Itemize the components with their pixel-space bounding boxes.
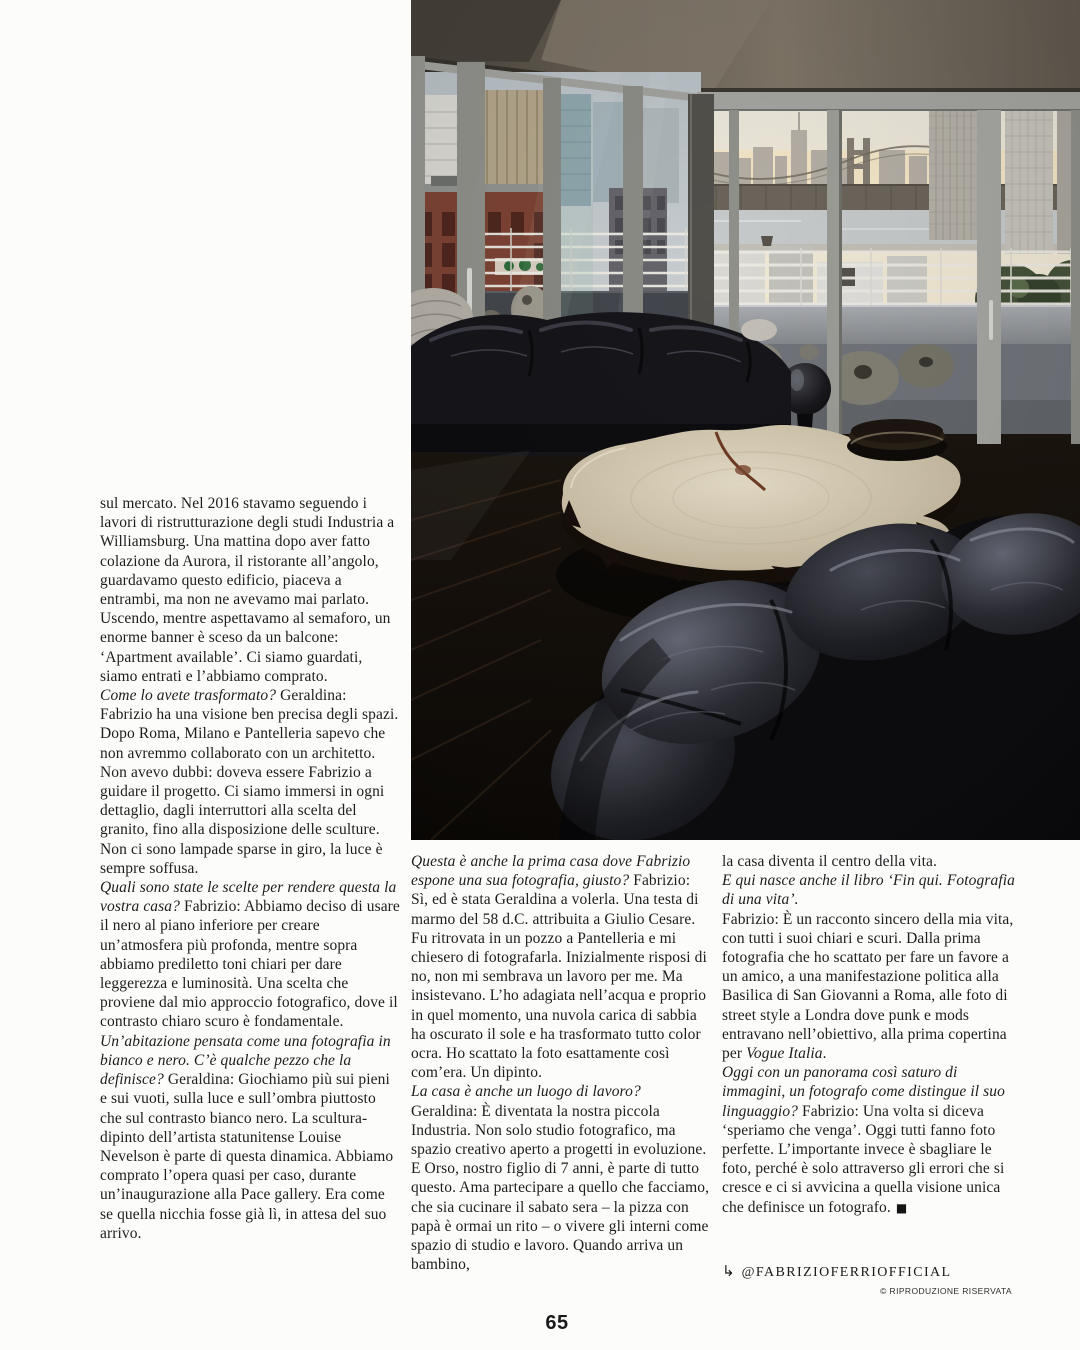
answer-text: Fabrizio: Sì, ed è stata Geraldina a volerla. Una testa di marmo del 58 d.C. attribuita a Giulio Cesare. Fu ritrovata in un pozzo a Pantelleria e mi chiesero di fotografarla. Inizialmente risposi di no, non mi sembrava un lavoro per me. Ma insistevano. L’ho adagiata nell’acqua e proprio in quel momento, una nuvola carica di sabbia ha oscurato il sole e ha trasformato tutto color ocra. Ho scattato la foto esattamente così com’era. Un dipinto. <box>411 872 707 1082</box>
paragraph <box>100 878 400 1032</box>
question-text: E qui nasce anche il libro ‘Fin qui. Fotografia di una vita’. <box>722 872 1015 909</box>
instagram-handle-line <box>722 1262 951 1281</box>
page-number: 65 <box>545 1312 569 1334</box>
answer-text: . <box>822 1045 827 1063</box>
answer-text: Geraldina: Giochiamo più sui pieni e sui vuoti, sulla luce e sull’ombra piuttosto che sul contrasto bianco nero. La scultura-dipinto dell’artista statunitense Louise Nevelson è parte di questa dinamica. Abbiamo comprato l’opera quasi per caso, durante un’inaugurazione alla Pace gallery. Era come se quella nicchia fosse già lì, in attesa del suo arrivo. <box>100 1071 394 1242</box>
instagram-handle[interactable]: @FABRIZIOFERRIOFFICIAL <box>741 1265 952 1280</box>
paragraph <box>411 852 711 1082</box>
photo-vignette <box>411 0 1080 840</box>
paragraph <box>722 852 1018 871</box>
paragraph <box>722 871 1018 909</box>
paragraph <box>722 910 1018 1064</box>
question-text: Un’abitazione pensata come una fotografia in bianco e nero. C’è qualche pezzo che la definisce? <box>100 1032 391 1089</box>
article-column-left <box>100 494 400 1243</box>
paragraph <box>100 686 400 878</box>
living-room-photo-illustration <box>411 0 1080 840</box>
copyright-notice: © RIPRODUZIONE RISERVATA <box>880 1286 1012 1296</box>
question-text: Come lo avete trasformato? <box>100 687 281 705</box>
question-text: Quali sono state le scelte per rendere questa la vostra casa? <box>100 879 397 916</box>
answer-text: sul mercato. Nel 2016 stavamo seguendo i lavori di ristrutturazione degli studi Industria a Williamsburg. Una mattina dopo aver fatto colazione da Aurora, il ristorante all’angolo, guardavamo questo edificio, piaceva a entrambi, ma non ne avevamo mai parlato. Uscendo, mentre aspettavamo al semaforo, un enorme banner è sceso da un balcone: ‘Apartment available’. Ci siamo guardati, siamo entrati e l’abbiamo comprato. <box>100 495 395 685</box>
answer-text: Geraldina: Fabrizio ha una visione ben precisa degli spazi. Dopo Roma, Milano e Pantelleria sapevo che non avremmo collaborato con un architetto. Non avevo dubbi: doveva essere Fabrizio a guidare il progetto. Ci siamo immersi in ogni dettaglio, dagli interruttori alla scelta del granito, fino alla disposizione delle sculture. Non ci sono lampade sparse in giro, la luce è sempre soffusa. <box>100 687 399 877</box>
question-text: Questa è anche la prima casa dove Fabrizio espone una sua fotografia, giusto? <box>411 853 691 890</box>
article-column-middle <box>411 852 711 1274</box>
answer-text: Geraldina: È diventata la nostra piccola Industria. Non solo studio fotografico, ma spazio creativo aperto a progetti in evoluzione. E Orso, nostro figlio di 7 anni, è parte di tutto questo. Ama partecipare a quello che facciamo, che sia cucinare il sabato sera – la pizza con papà è ormai un rito – o vivere gli interni come spazio di studio e lavoro. Quando arriva un bambino, <box>411 1102 710 1274</box>
answer-text: la casa diventa il centro della vita. <box>722 853 938 870</box>
paragraph <box>100 494 400 686</box>
answer-text: Fabrizio: Una volta si diceva ‘speriamo che venga’. Oggi tutti fanno foto perfette. L’importante invece è sbagliare le foto, perché è solo attraverso gli errori che si cresce e ci si avvicina a quella visione unica che definisce un fotografo. <box>722 1102 1005 1216</box>
end-of-article-mark: ■ <box>895 1200 908 1215</box>
answer-text: Fabrizio: È un racconto sincero della mia vita, con tutti i suoi chiari e scuri. Dalla prima fotografia che ho scattato per fare un favore a un amico, a una manifestazione politica alla Basilica di San Giovanni a Roma, alle foto di street style a Londra dove punk e mods entravano nell’obiettivo, alla prima copertina per <box>722 910 1014 1063</box>
reply-arrow-icon: ↳ <box>722 1262 735 1280</box>
question-text: Oggi con un panorama così saturo di immagini, un fotografo come distingue il suo linguaggio? <box>722 1064 1005 1120</box>
question-text: La casa è anche un luogo di lavoro? <box>411 1083 641 1101</box>
paragraph <box>722 1063 1018 1217</box>
question-text: Vogue Italia <box>746 1045 823 1063</box>
paragraph <box>411 1082 711 1274</box>
article-column-right <box>722 852 1018 1217</box>
answer-text: Fabrizio: Abbiamo deciso di usare il nero al piano inferiore per creare un’atmosfera più profonda, mentre sopra abbiamo prediletto toni chiari per dare leggerezza e luminosità. Una scelta che proviene dal mio approccio fotografico, dove il contrasto chiaro scuro è fondamentale. <box>100 898 400 1031</box>
living-room-photo <box>411 0 1080 840</box>
paragraph <box>100 1032 400 1243</box>
